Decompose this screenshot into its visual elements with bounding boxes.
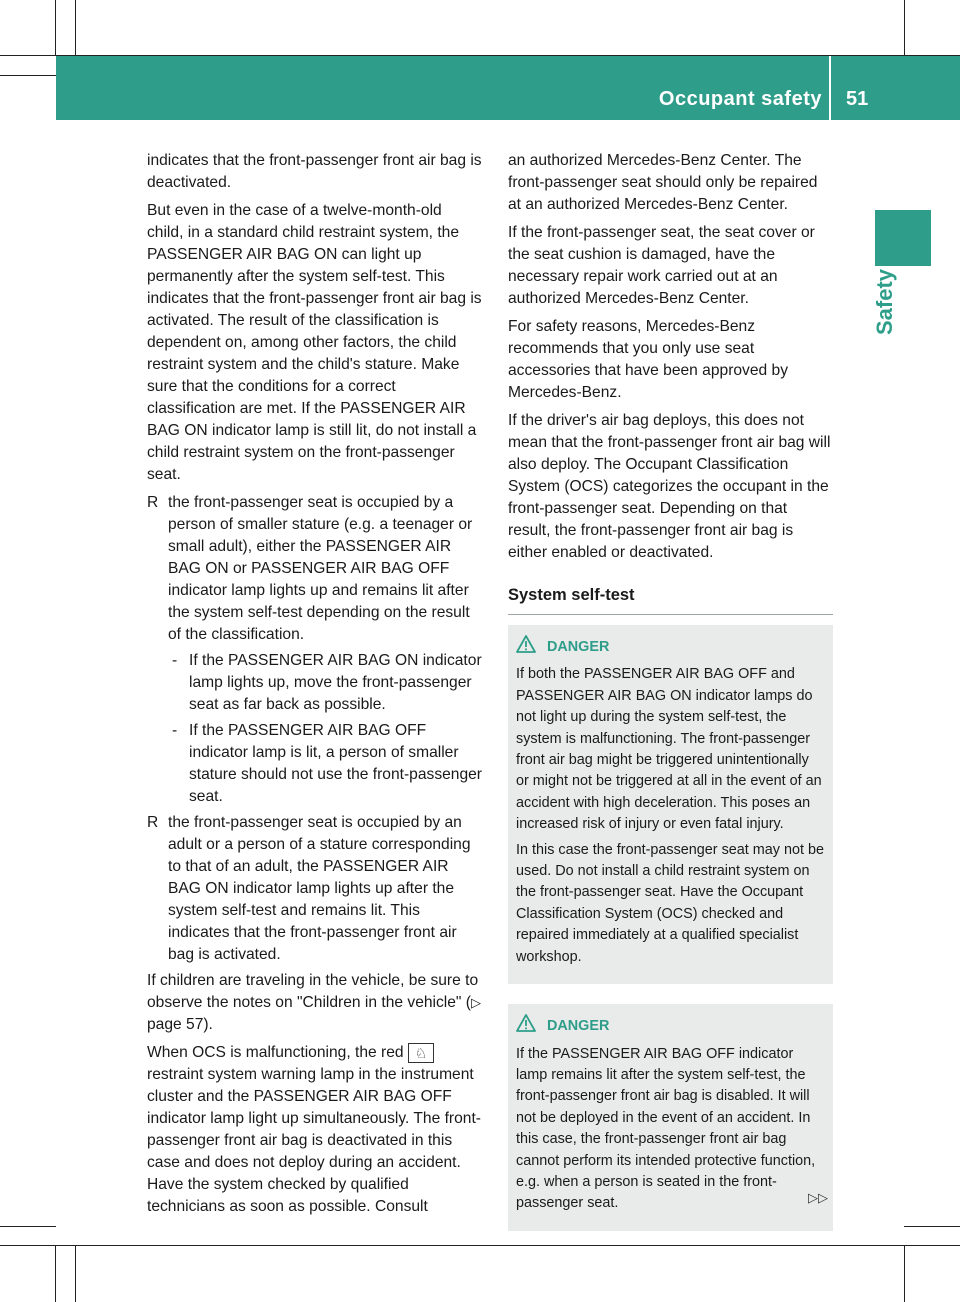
sub-bullet-item	[168, 650, 482, 716]
danger-text: If both the PASSENGER AIR BAG OFF and PASSENGER AIR BAG ON indicator lamps do not light up during the system self-test, the system is malfunctioning. The front-passenger front air bag might be triggered unintentionally or might not be triggered at all in the event of an accident with high deceleration. This poses an increased risk of injury or even fatal injury.	[516, 666, 822, 833]
section-tab-label: Safety	[872, 268, 897, 335]
sub-bullet-item	[168, 720, 482, 808]
danger-title: DANGER	[547, 639, 610, 655]
warning-triangle-icon	[516, 635, 540, 660]
bullet-text: the front-passenger seat is occupied by an adult or a person of a stature corresponding to that of an adult, the PASSENGER AIR BAG ON indicator lamp lights up after the system self-test and remains lit. This indicates that the front-passenger front air bag is activated.	[168, 814, 471, 963]
page-reference-arrow-icon[interactable]: ▷	[471, 995, 481, 1010]
danger-text: In this case the front-passenger seat may not be used. Do not install a child restraint system on the front-passenger seat. Have the Occupant Classification System (OCS) checked and repaired immediately at a qualified specialist workshop.	[516, 841, 824, 965]
header-bar	[56, 56, 960, 120]
paragraph: If the front-passenger seat, the seat cover or the seat cushion is damaged, have the necessary repair work carried out at an authorized Mercedes-Benz Center.	[508, 224, 815, 307]
crop-mark	[55, 0, 56, 56]
danger-title: DANGER	[547, 1018, 610, 1035]
paragraph	[147, 1042, 482, 1218]
crop-mark	[55, 1246, 56, 1302]
danger-header	[516, 1014, 825, 1039]
page-number: 51	[846, 88, 869, 110]
header-divider	[829, 56, 831, 120]
crop-mark	[904, 0, 905, 56]
warning-triangle-icon	[516, 1014, 540, 1039]
crop-mark	[904, 1226, 960, 1227]
bullet-text: the front-passenger seat is occupied by a person of smaller stature (e.g. a teenager or small adult), either the PASSENGER AIR BAG ON or PASSENGER AIR BAG OFF indicator lamp lights up and remains lit after the system self-test depending on the result of the classification.	[168, 494, 473, 643]
section-heading: System self-test	[508, 584, 833, 615]
crop-mark	[0, 1226, 56, 1227]
section-tab-marker	[875, 210, 931, 266]
dash-marker: -	[172, 652, 178, 669]
bullet-marker: R	[147, 814, 159, 831]
paragraph: If the driver's air bag deploys, this does not mean that the front-passenger front air bag will also deploy. The Occupant Classification System (OCS) categorizes the occupant in the front-passenger seat. Depending on that result, the front-passenger front air bag is either enabled or deactivated.	[508, 412, 831, 561]
danger-header	[516, 635, 825, 660]
danger-box	[508, 1004, 833, 1231]
paragraph: For safety reasons, Mercedes-Benz recommends that you only use seat accessories that have been approved by Mercedes-Benz.	[508, 318, 789, 401]
crop-mark	[904, 1246, 905, 1302]
danger-text: If the PASSENGER AIR BAG OFF indicator lamp remains lit after the system self-test, the front-passenger front air bag is disabled. It will not be deployed in the event of an accident. In this case, the front-passenger front air bag cannot perform its intended protective function, e.g. when a person is seated in the front-passenger seat.	[516, 1045, 816, 1212]
paragraph	[147, 970, 482, 1036]
paragraph: But even in the case of a twelve-month-old child, in a standard child restraint system, the PASSENGER AIR BAG ON can light up permanently after the system self-test. This indicates that the front-passenger front air bag is activated. The result of the classification is dependent on, among other factors, the child restraint system and the child's stature. Make sure that the conditions for a correct classification are met. If the PASSENGER AIR BAG ON indicator lamp is still lit, do not install a child restraint system on the front-passenger seat.	[147, 202, 482, 483]
bullet-item	[147, 492, 482, 808]
bullet-marker: R	[147, 494, 159, 511]
paragraph: an authorized Mercedes-Benz Center. The front-passenger seat should only be repaired at an authorized Mercedes-Benz Center.	[508, 152, 818, 213]
sub-bullet-text: If the PASSENGER AIR BAG ON indicator lamp lights up, move the front-passenger seat as far back as possible.	[189, 652, 482, 713]
left-column	[147, 150, 482, 1224]
bullet-item	[147, 812, 482, 966]
paragraph: indicates that the front-passenger front air bag is deactivated.	[147, 152, 482, 191]
paragraph-text: When OCS is malfunctioning, the red	[147, 1044, 408, 1061]
continue-arrow-icon: ▷▷	[808, 1190, 828, 1205]
paragraph-text: If children are traveling in the vehicle, be sure to observe the notes on "Children in the vehicle" (	[147, 972, 479, 1011]
restraint-warning-lamp-icon: ♘	[408, 1043, 434, 1063]
page-reference-link[interactable]: page 57).	[147, 1016, 213, 1033]
page-title: Occupant safety	[658, 88, 822, 110]
crop-mark	[75, 0, 76, 56]
crop-mark	[0, 75, 56, 76]
dash-marker: -	[172, 722, 178, 739]
crop-mark	[75, 1246, 76, 1302]
danger-box	[508, 625, 833, 984]
paragraph-text: restraint system warning lamp in the instrument cluster and the PASSENGER AIR BAG OFF indicator lamp light up simultaneously. The front-passenger front air bag is deactivated in this case and does not deploy during an accident. Have the system checked by qualified technicians as soon as possible. Consult	[147, 1066, 481, 1215]
right-column	[508, 150, 833, 1251]
sub-bullet-text: If the PASSENGER AIR BAG OFF indicator lamp is lit, a person of smaller stature should not use the front-passenger seat.	[189, 722, 482, 805]
